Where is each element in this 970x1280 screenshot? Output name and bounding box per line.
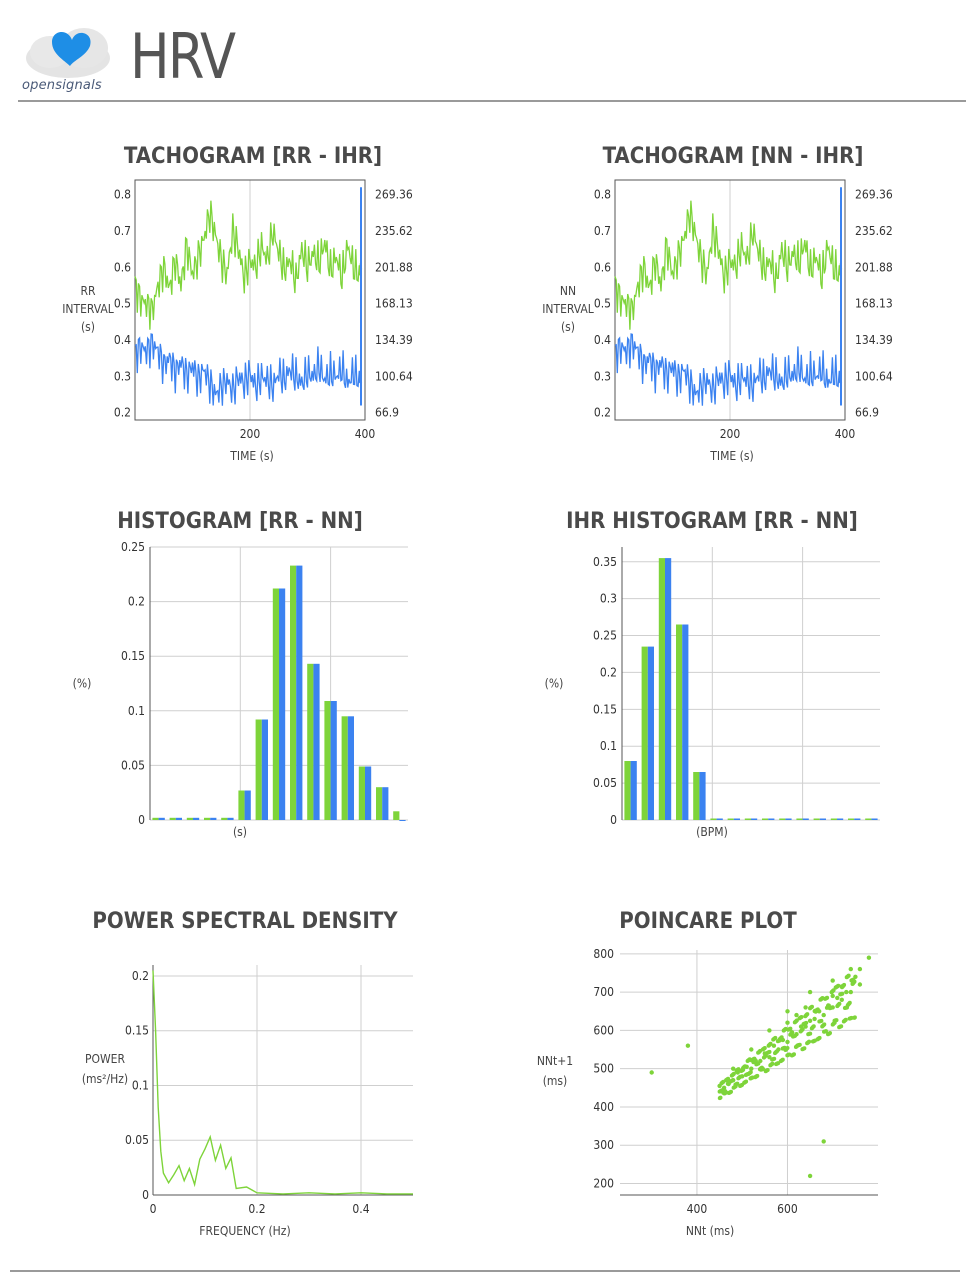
scatter-point — [822, 1022, 826, 1026]
scatter-point — [812, 1024, 816, 1028]
scatter-point — [735, 1082, 739, 1086]
y2-tick-label: 134.39 — [375, 333, 413, 347]
scatter-point — [781, 1058, 785, 1062]
scatter-point — [732, 1072, 736, 1076]
scatter-point — [827, 1004, 831, 1008]
chart-title: TACHOGRAM [NN - IHR] — [602, 144, 864, 169]
x-tick-label: 400 — [354, 427, 376, 441]
bar-green — [865, 819, 871, 821]
scatter-point — [801, 1027, 805, 1031]
bar-blue — [682, 625, 688, 821]
psd-chart — [0, 895, 480, 1255]
scatter-point — [721, 1080, 725, 1084]
bar-blue — [399, 820, 405, 821]
y-tick-label: 400 — [593, 1099, 614, 1114]
y-tick-label: 600 — [593, 1023, 614, 1038]
scatter-point — [785, 1021, 789, 1025]
scatter-point — [825, 996, 829, 1000]
scatter-point — [741, 1068, 745, 1072]
scatter-point — [847, 974, 851, 978]
scatter-point — [756, 1062, 760, 1066]
y-tick-label: 500 — [593, 1061, 614, 1076]
scatter-point — [848, 1001, 852, 1005]
bar-green — [745, 819, 751, 821]
scatter-point — [800, 1015, 804, 1019]
bar-green — [152, 818, 158, 820]
scatter-point — [764, 1054, 768, 1058]
scatter-point — [737, 1067, 741, 1071]
header — [0, 0, 970, 105]
bar-blue — [665, 558, 671, 820]
y-tick-label: 0.3 — [113, 369, 131, 384]
series-line-green — [615, 201, 842, 330]
x-axis-label: (BPM) — [696, 825, 728, 839]
y-axis-label: (%) — [72, 676, 92, 691]
scatter-point — [802, 1046, 806, 1050]
scatter-point — [805, 1012, 809, 1016]
chart-title: HISTOGRAM [RR - NN] — [117, 509, 363, 534]
scatter-point — [767, 1028, 771, 1032]
footer-divider — [10, 1270, 960, 1272]
series-line-green — [153, 971, 413, 1194]
y-tick-label: 0.25 — [592, 628, 617, 643]
y-tick-label: 0.2 — [599, 665, 617, 680]
scatter-point — [813, 1039, 817, 1043]
y-tick-label: 0.1 — [599, 739, 617, 754]
scatter-point — [686, 1044, 690, 1048]
bar-blue — [193, 818, 199, 820]
x-tick-label: 200 — [239, 427, 261, 441]
scatter-point — [849, 967, 853, 971]
bar-green — [376, 787, 382, 820]
y-tick-label: 0.2 — [593, 405, 611, 420]
scatter-point — [787, 1053, 791, 1057]
scatter-point — [840, 998, 844, 1002]
header-divider — [18, 100, 966, 102]
scatter-point — [831, 994, 835, 998]
bar-blue — [820, 819, 826, 821]
scatter-point — [835, 996, 839, 1000]
scatter-point — [749, 1047, 753, 1051]
y-tick-label: 0 — [610, 813, 617, 827]
y2-tick-label: 134.39 — [855, 333, 893, 347]
y-tick-label: 0.1 — [127, 703, 145, 718]
scatter-point — [748, 1057, 752, 1061]
y-axis-label: RR — [80, 284, 96, 298]
chart-title: IHR HISTOGRAM [RR - NN] — [566, 509, 858, 534]
scatter-point — [867, 956, 871, 960]
y-tick-label: 200 — [593, 1176, 614, 1191]
y-tick-label: 800 — [593, 946, 614, 961]
bar-green — [187, 818, 193, 820]
y-tick-label: 0.6 — [593, 260, 611, 275]
y2-tick-label: 269.36 — [375, 187, 413, 202]
scatter-point — [804, 1021, 808, 1025]
scatter-point — [850, 1016, 854, 1020]
scatter-point — [770, 1062, 774, 1066]
y-tick-label: 0.8 — [593, 187, 611, 202]
bar-green — [256, 720, 262, 821]
bar-blue — [382, 787, 388, 820]
bar-green — [324, 701, 330, 820]
y2-tick-label: 201.88 — [855, 260, 893, 275]
scatter-point — [794, 1013, 798, 1017]
scatter-point — [744, 1080, 748, 1084]
series-line-green — [135, 201, 362, 330]
y-tick-label: 0.05 — [124, 1133, 149, 1148]
y-tick-label: 0.1 — [131, 1078, 149, 1093]
y-axis-label: NNt+1 — [536, 1054, 574, 1068]
scatter-point — [768, 1050, 772, 1054]
bar-green — [238, 791, 244, 821]
scatter-point — [785, 1040, 789, 1044]
scatter-point — [824, 1029, 828, 1033]
bar-green — [779, 819, 785, 821]
scatter-point — [772, 1057, 776, 1061]
histogram-rr-nn-chart — [0, 495, 480, 855]
scatter-point — [839, 1024, 843, 1028]
y-axis-label: INTERVAL — [542, 302, 594, 316]
scatter-point — [790, 1031, 794, 1035]
y-tick-label: 0 — [142, 1188, 149, 1202]
logo-text: opensignals — [22, 78, 102, 93]
bar-blue — [279, 589, 285, 821]
bar-blue — [227, 818, 233, 820]
bar-blue — [159, 818, 165, 820]
bar-green — [848, 819, 854, 821]
scatter-point — [720, 1088, 724, 1092]
scatter-point — [807, 1040, 811, 1044]
scatter-point — [792, 1052, 796, 1056]
y-tick-label: 0.7 — [593, 223, 611, 238]
bar-blue — [751, 819, 757, 821]
scatter-point — [815, 1008, 819, 1012]
y2-tick-label: 100.64 — [855, 369, 893, 384]
app-title: HRV — [130, 20, 235, 93]
y2-tick-label: 269.36 — [855, 187, 893, 202]
bar-green — [170, 818, 176, 820]
x-axis-label: TIME (s) — [710, 449, 754, 463]
scatter-point — [784, 1027, 788, 1031]
scatter-point — [795, 1018, 799, 1022]
scatter-point — [738, 1075, 742, 1079]
scatter-point — [650, 1070, 654, 1074]
y-tick-label: 0.2 — [131, 968, 149, 983]
x-tick-label: 200 — [719, 427, 741, 441]
scatter-point — [763, 1046, 767, 1050]
scatter-point — [783, 1046, 787, 1050]
bar-green — [831, 819, 837, 821]
bar-green — [342, 716, 348, 820]
scatter-point — [719, 1096, 723, 1100]
y2-tick-label: 235.62 — [855, 223, 893, 238]
scatter-point — [758, 1049, 762, 1053]
bar-green — [676, 625, 682, 821]
scatter-point — [776, 1061, 780, 1065]
scatter-point — [793, 1034, 797, 1038]
bar-blue — [296, 566, 302, 820]
x-tick-label: 0 — [149, 1202, 157, 1216]
chart-title: POWER SPECTRAL DENSITY — [92, 909, 398, 934]
y-axis-label: (%) — [544, 676, 564, 691]
scatter-point — [808, 990, 812, 994]
scatter-point — [728, 1080, 732, 1084]
scatter-point — [773, 1036, 777, 1040]
scatter-point — [812, 1017, 816, 1021]
scatter-point — [751, 1076, 755, 1080]
y-tick-label: 0.25 — [120, 540, 145, 554]
scatter-point — [743, 1064, 747, 1068]
bar-blue — [331, 701, 337, 820]
bar-blue — [210, 818, 216, 820]
y2-tick-label: 168.13 — [855, 296, 893, 311]
scatter-point — [822, 1013, 826, 1017]
y-tick-label: 0.5 — [593, 296, 611, 311]
bar-green — [307, 664, 313, 820]
scatter-point — [760, 1066, 764, 1070]
scatter-point — [798, 1043, 802, 1047]
y-tick-label: 0.05 — [592, 776, 617, 791]
scatter-point — [818, 1036, 822, 1040]
bar-green — [393, 811, 399, 820]
bar-blue — [262, 720, 268, 821]
scatter-point — [844, 1018, 848, 1022]
scatter-point — [837, 1002, 841, 1006]
y2-tick-label: 168.13 — [375, 296, 413, 311]
bar-blue — [837, 819, 843, 821]
x-axis-label: FREQUENCY (Hz) — [199, 1224, 291, 1238]
scatter-point — [746, 1072, 750, 1076]
scatter-point — [844, 990, 848, 994]
scatter-point — [845, 1006, 849, 1010]
y-axis-label: (ms) — [542, 1074, 568, 1088]
bar-green — [624, 761, 630, 820]
chart-title: POINCARE PLOT — [619, 909, 797, 934]
y-tick-label: 0.3 — [593, 369, 611, 384]
y-tick-label: 0.05 — [120, 758, 145, 773]
scatter-point — [858, 982, 862, 986]
scatter-point — [810, 1005, 814, 1009]
x-tick-label: 600 — [777, 1202, 798, 1216]
bar-green — [273, 589, 279, 821]
bar-green — [204, 818, 210, 820]
y2-tick-label: 100.64 — [375, 369, 413, 384]
x-axis-label: TIME (s) — [230, 449, 274, 463]
bar-blue — [348, 716, 354, 820]
series-line-blue — [615, 334, 842, 406]
tachogram-rr-chart — [0, 130, 480, 490]
scatter-point — [803, 1005, 807, 1009]
scatter-point — [752, 1057, 756, 1061]
bar-blue — [785, 819, 791, 821]
scatter-point — [769, 1042, 773, 1046]
scatter-point — [766, 1068, 770, 1072]
scatter-point — [831, 978, 835, 982]
y2-tick-label: 66.9 — [375, 405, 400, 420]
scatter-point — [808, 1019, 812, 1023]
y2-tick-label: 235.62 — [375, 223, 413, 238]
x-tick-label: 0.2 — [248, 1202, 266, 1216]
bar-blue — [648, 647, 654, 820]
bar-green — [221, 818, 227, 820]
bar-blue — [631, 761, 637, 820]
scatter-point — [836, 984, 840, 988]
scatter-point — [729, 1090, 733, 1094]
scatter-point — [851, 978, 855, 982]
scatter-point — [740, 1083, 744, 1087]
x-tick-label: 400 — [686, 1202, 708, 1216]
y-tick-label: 0.2 — [127, 594, 145, 609]
scatter-point — [755, 1074, 759, 1078]
x-axis-label: NNt (ms) — [685, 1224, 735, 1238]
bar-blue — [699, 772, 705, 820]
poincare-chart — [480, 895, 960, 1255]
bar-green — [796, 819, 802, 821]
y-tick-label: 0.15 — [124, 1023, 149, 1038]
y-tick-label: 0.2 — [113, 405, 131, 420]
y-axis-label: (s) — [560, 320, 576, 334]
scatter-point — [785, 1009, 789, 1013]
y-tick-label: 0 — [138, 813, 145, 827]
scatter-point — [835, 1018, 839, 1022]
bar-green — [728, 819, 734, 821]
scatter-point — [849, 990, 853, 994]
bar-blue — [245, 791, 251, 821]
scatter-point — [822, 1139, 826, 1143]
y-axis-label: POWER — [84, 1052, 126, 1066]
scatter-point — [842, 983, 846, 987]
y-tick-label: 0.15 — [120, 649, 145, 664]
scatter-point — [840, 992, 844, 996]
scatter-point — [828, 1031, 832, 1035]
bar-blue — [871, 819, 877, 821]
bar-green — [693, 772, 699, 820]
bar-blue — [768, 819, 774, 821]
bar-blue — [717, 819, 723, 821]
y-axis-label: INTERVAL — [62, 302, 114, 316]
x-tick-label: 0.4 — [352, 1202, 370, 1216]
scatter-point — [808, 1174, 812, 1178]
bar-green — [762, 819, 768, 821]
series-line-blue — [135, 334, 362, 406]
scatter-point — [858, 967, 862, 971]
bar-blue — [365, 767, 371, 821]
scatter-point — [832, 988, 836, 992]
y-tick-label: 0.4 — [113, 333, 131, 347]
y-tick-label: 0.5 — [113, 296, 131, 311]
y-tick-label: 0.4 — [593, 333, 611, 347]
bar-blue — [734, 819, 740, 821]
y-tick-label: 0.8 — [113, 187, 131, 202]
bar-blue — [176, 818, 182, 820]
scatter-point — [788, 1027, 792, 1031]
x-axis-label: (s) — [232, 825, 248, 839]
y-tick-label: 300 — [593, 1138, 614, 1153]
y-tick-label: 0.3 — [599, 591, 617, 606]
scatter-point — [821, 996, 825, 1000]
y2-tick-label: 66.9 — [855, 405, 880, 420]
y-tick-label: 0.35 — [592, 554, 617, 569]
y-tick-label: 0.15 — [592, 702, 617, 717]
bar-green — [710, 819, 716, 821]
bar-blue — [313, 664, 319, 820]
bar-green — [359, 767, 365, 821]
y-tick-label: 700 — [593, 985, 614, 1000]
bar-green — [659, 558, 665, 820]
y-axis-label: (ms²/Hz) — [81, 1072, 129, 1086]
scatter-point — [819, 1019, 823, 1023]
y-tick-label: 0.7 — [113, 223, 131, 238]
tachogram-nn-chart — [480, 130, 960, 490]
y-tick-label: 0.6 — [113, 260, 131, 275]
scatter-point — [808, 1032, 812, 1036]
chart-title: TACHOGRAM [RR - IHR] — [123, 144, 383, 169]
ihr-histogram-chart — [480, 495, 960, 855]
y-axis-label: (s) — [80, 320, 96, 334]
bar-green — [814, 819, 820, 821]
y-axis-label: NN — [559, 284, 577, 298]
bar-green — [642, 647, 648, 820]
x-tick-label: 400 — [834, 427, 856, 441]
bar-green — [290, 566, 296, 820]
y2-tick-label: 201.88 — [375, 260, 413, 275]
scatter-point — [775, 1049, 779, 1053]
scatter-point — [780, 1035, 784, 1039]
bar-blue — [854, 819, 860, 821]
bar-blue — [803, 819, 809, 821]
